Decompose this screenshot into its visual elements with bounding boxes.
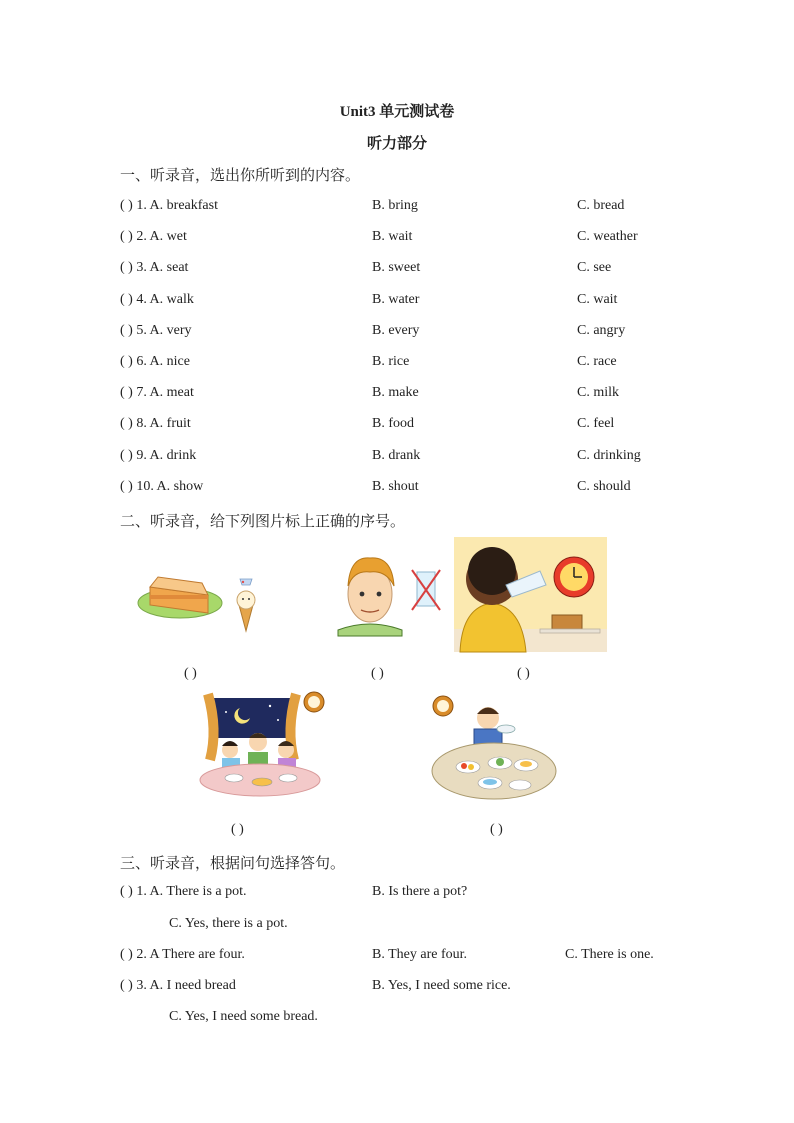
s1-q7-option-c: C. milk [577, 385, 620, 400]
s1-q3-option-b: B. sweet [372, 260, 421, 275]
s3-q1-option-b: B. Is there a pot? [372, 884, 468, 899]
s1-q3-option-a: ( ) 3. A. seat [120, 260, 189, 275]
picture2-answer-blank: ( ) [371, 666, 384, 681]
s1-q1-option-b: B. bring [372, 198, 418, 213]
page-title: Unit3 单元测试卷 [339, 104, 455, 120]
picture4-answer-blank: ( ) [231, 822, 244, 837]
family-dinner-picture [200, 690, 325, 802]
s1-q9-option-c: C. drinking [577, 448, 641, 463]
s3-q2-option-a: ( ) 2. A There are four. [120, 947, 245, 962]
boy-eating-lunch-picture [430, 693, 560, 803]
s1-q1-option-a: ( ) 1. A. breakfast [120, 198, 218, 213]
s1-q10-option-a: ( ) 10. A. show [120, 479, 204, 494]
s1-q4-option-a: ( ) 4. A. walk [120, 292, 194, 307]
s1-q8-option-a: ( ) 8. A. fruit [120, 416, 191, 431]
s1-q6-option-c: C. race [577, 354, 617, 369]
s1-q2-option-b: B. wait [372, 229, 413, 244]
section1-heading: 一、听录音，选出你所听到的内容。 [120, 166, 361, 184]
s1-q2-option-a: ( ) 2. A. wet [120, 229, 187, 244]
s3-q3-option-b: B. Yes, I need some rice. [372, 978, 511, 993]
s3-q1-option-c: C. Yes, there is a pot. [169, 916, 288, 931]
s1-q1-option-c: C. bread [577, 198, 625, 213]
page-subtitle: 听力部分 [366, 136, 427, 152]
s3-q2-option-c: C. There is one. [565, 947, 654, 962]
s1-q7-option-b: B. make [372, 385, 419, 400]
s1-q5-option-b: B. every [372, 323, 420, 338]
s1-q5-option-a: ( ) 5. A. very [120, 323, 192, 338]
s3-q1-option-a: ( ) 1. A. There is a pot. [120, 884, 247, 899]
s1-q4-option-b: B. water [372, 292, 420, 307]
s1-q3-option-c: C. see [577, 260, 612, 275]
s1-q8-option-c: C. feel [577, 416, 615, 431]
s3-q3-option-c: C. Yes, I need some bread. [169, 1009, 318, 1024]
section3-heading: 三、听录音，根据问句选择答句。 [120, 854, 346, 872]
boy-drinking-milk-picture [454, 537, 607, 652]
s1-q9-option-a: ( ) 9. A. drink [120, 448, 197, 463]
s1-q4-option-c: C. wait [577, 292, 618, 307]
picture1-answer-blank: ( ) [184, 666, 197, 681]
s1-q6-option-a: ( ) 6. A. nice [120, 354, 190, 369]
s3-q2-option-b: B. They are four. [372, 947, 467, 962]
cake-and-ice-cream-picture [138, 565, 268, 655]
section2-heading: 二、听录音，给下列图片标上正确的序号。 [120, 512, 406, 530]
s1-q7-option-a: ( ) 7. A. meat [120, 385, 194, 400]
s1-q6-option-b: B. rice [372, 354, 410, 369]
s1-q8-option-b: B. food [372, 416, 414, 431]
s1-q10-option-b: B. shout [372, 479, 419, 494]
picture5-answer-blank: ( ) [490, 822, 503, 837]
picture3-answer-blank: ( ) [517, 666, 530, 681]
s1-q9-option-b: B. drank [372, 448, 421, 463]
s1-q10-option-c: C. should [577, 479, 631, 494]
s3-q3-option-a: ( ) 3. A. I need bread [120, 978, 236, 993]
boy-and-no-water-picture [334, 550, 444, 640]
s1-q5-option-c: C. angry [577, 323, 626, 338]
s1-q2-option-c: C. weather [577, 229, 638, 244]
